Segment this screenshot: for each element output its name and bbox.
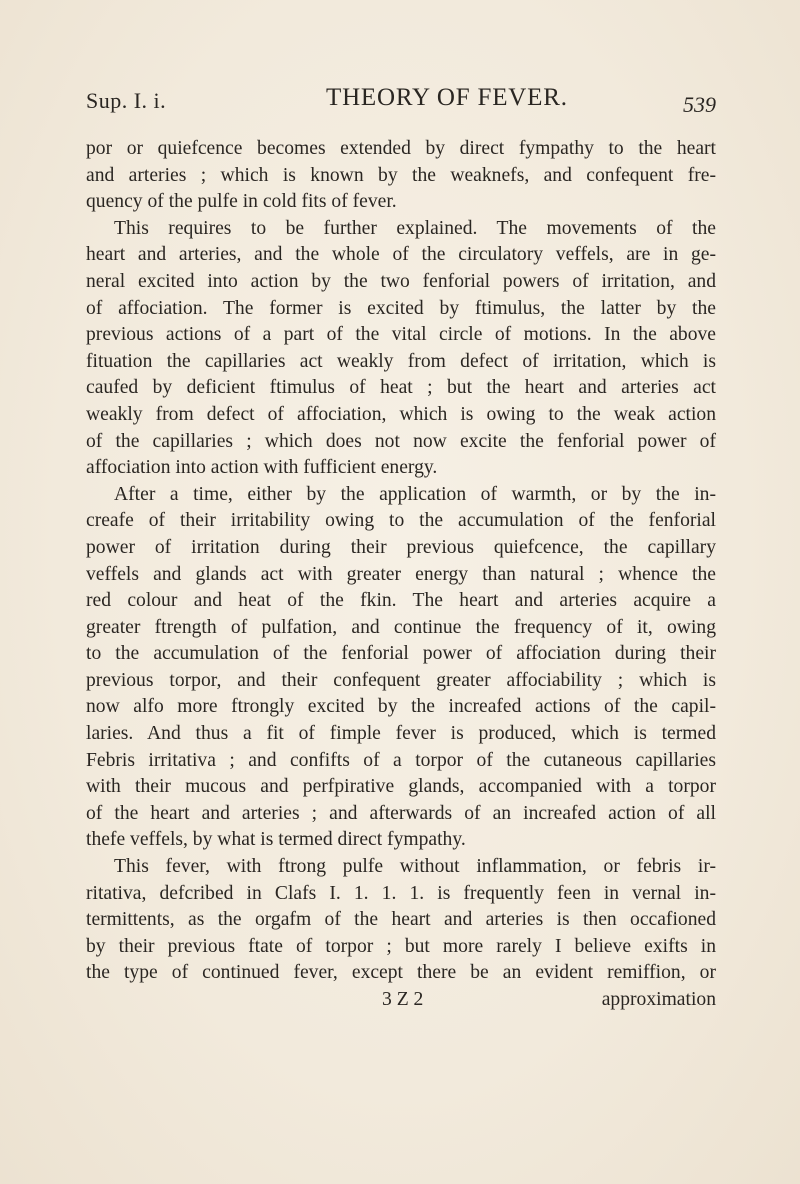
text-line: with their mucous and perfpirative glands, accompanied with a torpor: [86, 776, 716, 798]
text-line: This fever, with ftrong pulfe without inflammation, or febris ir-: [114, 856, 716, 878]
text-line: now alfo more ftrongly excited by the increafed actions of the capil-: [86, 696, 716, 718]
text-line: previous torpor, and their confequent greater affociability ; which is: [86, 669, 716, 691]
text-line: fituation the capillaries act weakly from defect of irritation, which is: [86, 350, 716, 372]
text-line: creafe of their irritability owing to the accumulation of the fenforial: [86, 510, 716, 532]
text-line: heart and arteries, and the whole of the circulatory veffels, are in ge-: [86, 244, 716, 266]
text-line: and arteries ; which is known by the weaknefs, and confequent fre-: [86, 164, 716, 186]
catchword: approximation: [601, 989, 716, 1010]
page-number: 539: [683, 92, 716, 117]
signature-mark: 3 Z 2: [382, 989, 424, 1010]
text-line: neral excited into action by the two fenforial powers of irritation, and: [86, 270, 716, 292]
text-line: ritativa, defcribed in Clafs I. 1. 1. 1. is frequently feen in vernal in-: [86, 882, 716, 904]
text-line: to the accumulation of the fenforial power of affociation during their: [86, 643, 716, 665]
text-line: After a time, either by the application of warmth, or by the in-: [114, 483, 716, 505]
text-line: by their previous ftate of torpor ; but more rarely I believe exifts in: [86, 935, 716, 957]
running-header: [86, 84, 716, 116]
text-line: weakly from defect of affociation, which is owing to the weak action: [86, 403, 716, 425]
text-line: previous actions of a part of the vital circle of motions. In the above: [86, 324, 716, 346]
text-line: greater ftrength of pulfation, and continue the frequency of it, owing: [86, 616, 716, 638]
text-line: quency of the pulfe in cold fits of fever.: [86, 191, 397, 213]
running-title: THEORY OF FEVER.: [326, 84, 568, 111]
text-line: power of irritation during their previous quiefcence, the capillary: [86, 536, 716, 558]
text-line: thefe veffels, by what is termed direct fympathy.: [86, 829, 466, 851]
section-reference: Sup. I. i.: [86, 88, 167, 113]
text-line: of the heart and arteries ; and afterwards of an increafed action of all: [86, 802, 716, 824]
text-line: of the capillaries ; which does not now excite the fenforial power of: [86, 430, 716, 452]
text-line: veffels and glands act with greater energy than natural ; whence the: [86, 563, 716, 585]
text-line: por or quiefcence becomes extended by direct fympathy to the heart: [86, 138, 716, 159]
footer-line: [86, 987, 716, 1014]
text-line: red colour and heat of the fkin. The heart and arteries acquire a: [86, 590, 716, 612]
text-line: termittents, as the orgafm of the heart and arteries is then occafioned: [86, 909, 716, 931]
text-line: the type of continued fever, except there be an evident remiffion, or: [86, 962, 716, 984]
text-line: This requires to be further explained. The movements of the: [114, 217, 716, 239]
body-text: [86, 136, 716, 1014]
text-line: Febris irritativa ; and confifts of a torpor of the cutaneous capillaries: [86, 749, 716, 771]
text-line: affociation into action with fufficient energy.: [86, 457, 438, 479]
text-line: caufed by deficient ftimulus of heat ; but the heart and arteries act: [86, 377, 716, 399]
text-line: laries. And thus a fit of fimple fever is produced, which is termed: [86, 723, 716, 745]
text-line: of affociation. The former is excited by ftimulus, the latter by the: [86, 297, 716, 319]
